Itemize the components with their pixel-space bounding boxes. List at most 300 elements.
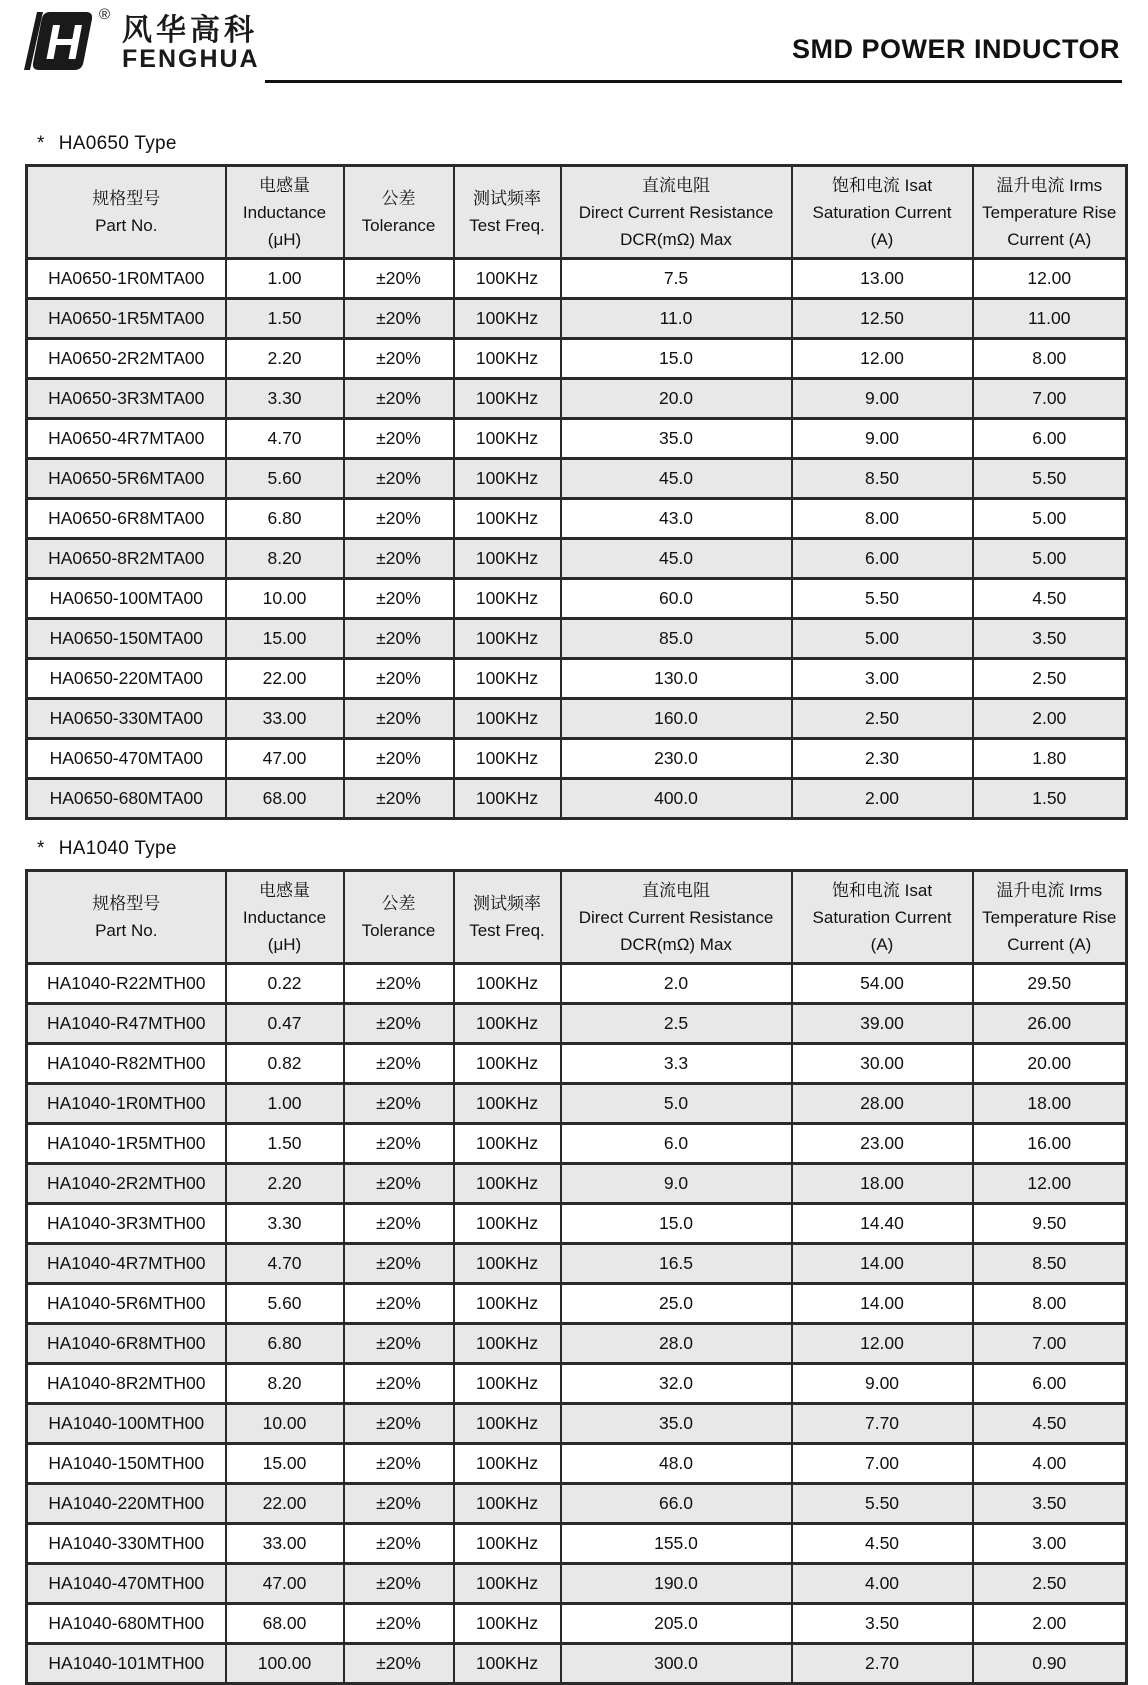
table-row <box>27 339 1127 379</box>
inductance-cell: 68.00 <box>226 779 344 819</box>
table-row <box>27 659 1127 699</box>
tolerance-cell: ±20% <box>344 379 454 419</box>
test-freq-cell: 100KHz <box>454 259 561 299</box>
table-row <box>27 619 1127 659</box>
inductance-cell: 0.82 <box>226 1044 344 1084</box>
column-header-line: 规格型号 <box>92 189 161 208</box>
tolerance-cell: ±20% <box>344 1484 454 1524</box>
temp-rise-current-cell: 16.00 <box>973 1124 1127 1164</box>
spec-table <box>25 164 1128 820</box>
part-no-cell: HA0650-2R2MTA00 <box>27 339 226 379</box>
column-header-line: (μH) <box>267 934 302 954</box>
dcr-max-cell: 66.0 <box>561 1484 792 1524</box>
part-no-cell: HA1040-150MTH00 <box>27 1444 226 1484</box>
dcr-max-cell: 32.0 <box>561 1364 792 1404</box>
temp-rise-current-cell: 11.00 <box>973 299 1127 339</box>
column-header-line: Test Freq. <box>469 216 545 235</box>
column-header-line: 电感量 <box>259 175 310 195</box>
dcr-max-cell: 155.0 <box>561 1524 792 1564</box>
saturation-current-cell: 7.70 <box>792 1404 973 1444</box>
dcr-max-cell: 3.3 <box>561 1044 792 1084</box>
tolerance-cell: ±20% <box>344 1004 454 1044</box>
dcr-max-cell: 25.0 <box>561 1284 792 1324</box>
dcr-max-cell: 28.0 <box>561 1324 792 1364</box>
saturation-current-cell: 2.50 <box>792 699 973 739</box>
table-row <box>27 499 1127 539</box>
tolerance-cell: ±20% <box>344 659 454 699</box>
dcr-max-cell: 43.0 <box>561 499 792 539</box>
dcr-max-cell: 35.0 <box>561 419 792 459</box>
inductance-cell: 2.20 <box>226 339 344 379</box>
test-freq-cell: 100KHz <box>454 739 561 779</box>
header-row <box>27 871 1127 964</box>
tolerance-cell: ±20% <box>344 1524 454 1564</box>
tolerance-cell: ±20% <box>344 739 454 779</box>
inductance-cell: 0.47 <box>226 1004 344 1044</box>
column-header-inductance <box>226 871 344 964</box>
inductance-cell: 68.00 <box>226 1604 344 1644</box>
column-header-tolerance <box>344 871 454 964</box>
section-title <box>37 133 1148 155</box>
dcr-max-cell: 7.5 <box>561 259 792 299</box>
logo-text <box>122 10 260 73</box>
tolerance-cell: ±20% <box>344 1124 454 1164</box>
saturation-current-cell: 12.00 <box>792 339 973 379</box>
saturation-current-cell: 14.00 <box>792 1244 973 1284</box>
column-header-line: Inductance <box>242 202 327 222</box>
part-no-cell: HA1040-101MTH00 <box>27 1644 226 1684</box>
part-no-cell: HA1040-1R5MTH00 <box>27 1124 226 1164</box>
table-row <box>27 579 1127 619</box>
dcr-max-cell: 45.0 <box>561 539 792 579</box>
spec-table <box>25 869 1128 1685</box>
column-header-line: Tolerance <box>361 216 436 235</box>
tolerance-cell: ±20% <box>344 1444 454 1484</box>
dcr-max-cell: 5.0 <box>561 1084 792 1124</box>
column-header-line: 公差 <box>381 189 416 208</box>
saturation-current-cell: 54.00 <box>792 964 973 1004</box>
test-freq-cell: 100KHz <box>454 1164 561 1204</box>
dcr-max-cell: 35.0 <box>561 1404 792 1444</box>
tolerance-cell: ±20% <box>344 499 454 539</box>
inductance-cell: 6.80 <box>226 499 344 539</box>
section-title-text: HA1040 Type <box>58 838 177 859</box>
saturation-current-cell: 2.30 <box>792 739 973 779</box>
test-freq-cell: 100KHz <box>454 699 561 739</box>
test-freq-cell: 100KHz <box>454 964 561 1004</box>
temp-rise-current-cell: 9.50 <box>973 1204 1127 1244</box>
test-freq-cell: 100KHz <box>454 379 561 419</box>
saturation-current-cell: 8.00 <box>792 499 973 539</box>
table-row <box>27 419 1127 459</box>
inductance-cell: 6.80 <box>226 1324 344 1364</box>
tolerance-cell: ±20% <box>344 1164 454 1204</box>
temp-rise-current-cell: 2.50 <box>973 1564 1127 1604</box>
table-row <box>27 964 1127 1004</box>
spec-section <box>0 838 1148 1685</box>
test-freq-cell: 100KHz <box>454 299 561 339</box>
table-row <box>27 1404 1127 1444</box>
temp-rise-current-cell: 1.80 <box>973 739 1127 779</box>
table-row <box>27 1124 1127 1164</box>
saturation-current-cell: 39.00 <box>792 1004 973 1044</box>
column-header-temp-rise-current <box>973 871 1127 964</box>
test-freq-cell: 100KHz <box>454 619 561 659</box>
column-header-line: Direct Current Resistance <box>578 202 774 222</box>
part-no-cell: HA1040-2R2MTH00 <box>27 1164 226 1204</box>
column-header-line: Part No. <box>95 921 158 940</box>
inductance-cell: 22.00 <box>226 659 344 699</box>
temp-rise-current-cell: 3.00 <box>973 1524 1127 1564</box>
dcr-max-cell: 2.5 <box>561 1004 792 1044</box>
test-freq-cell: 100KHz <box>454 499 561 539</box>
column-header-line: Tolerance <box>361 921 436 940</box>
table-row <box>27 1644 1127 1684</box>
column-header-line: 电感量 <box>259 880 310 900</box>
inductance-cell: 10.00 <box>226 579 344 619</box>
header-row <box>27 166 1127 259</box>
saturation-current-cell: 8.50 <box>792 459 973 499</box>
test-freq-cell: 100KHz <box>454 1404 561 1444</box>
header-divider <box>265 80 1122 83</box>
column-header-test-freq <box>454 166 561 259</box>
column-header-line: 饱和电流 Isat <box>831 880 933 900</box>
inductance-cell: 15.00 <box>226 619 344 659</box>
dcr-max-cell: 230.0 <box>561 739 792 779</box>
column-header-line: DCR(mΩ) Max <box>620 934 732 954</box>
test-freq-cell: 100KHz <box>454 1084 561 1124</box>
test-freq-cell: 100KHz <box>454 1644 561 1684</box>
saturation-current-cell: 12.50 <box>792 299 973 339</box>
table-row <box>27 1244 1127 1284</box>
test-freq-cell: 100KHz <box>454 1364 561 1404</box>
tolerance-cell: ±20% <box>344 779 454 819</box>
test-freq-cell: 100KHz <box>454 1564 561 1604</box>
column-header-line: 温升电流 Irms <box>996 175 1103 195</box>
saturation-current-cell: 5.50 <box>792 579 973 619</box>
table-row <box>27 1564 1127 1604</box>
tolerance-cell: ±20% <box>344 1044 454 1084</box>
test-freq-cell: 100KHz <box>454 539 561 579</box>
inductance-cell: 1.00 <box>226 259 344 299</box>
table-row <box>27 779 1127 819</box>
temp-rise-current-cell: 18.00 <box>973 1084 1127 1124</box>
part-no-cell: HA0650-8R2MTA00 <box>27 539 226 579</box>
table-row <box>27 379 1127 419</box>
part-no-cell: HA1040-470MTH00 <box>27 1564 226 1604</box>
inductance-cell: 47.00 <box>226 1564 344 1604</box>
tolerance-cell: ±20% <box>344 964 454 1004</box>
part-no-cell: HA1040-4R7MTH00 <box>27 1244 226 1284</box>
table-row <box>27 1044 1127 1084</box>
part-no-cell: HA0650-220MTA00 <box>27 659 226 699</box>
saturation-current-cell: 6.00 <box>792 539 973 579</box>
saturation-current-cell: 7.00 <box>792 1444 973 1484</box>
tolerance-cell: ±20% <box>344 1404 454 1444</box>
test-freq-cell: 100KHz <box>454 459 561 499</box>
part-no-cell: HA1040-R47MTH00 <box>27 1004 226 1044</box>
inductance-cell: 100.00 <box>226 1644 344 1684</box>
temp-rise-current-cell: 4.00 <box>973 1444 1127 1484</box>
temp-rise-current-cell: 12.00 <box>973 1164 1127 1204</box>
column-header-dcr-max <box>561 166 792 259</box>
part-no-cell: HA1040-100MTH00 <box>27 1404 226 1444</box>
tolerance-cell: ±20% <box>344 1204 454 1244</box>
dcr-max-cell: 6.0 <box>561 1124 792 1164</box>
saturation-current-cell: 5.00 <box>792 619 973 659</box>
inductance-cell: 5.60 <box>226 459 344 499</box>
temp-rise-current-cell: 20.00 <box>973 1044 1127 1084</box>
part-no-cell: HA1040-5R6MTH00 <box>27 1284 226 1324</box>
tolerance-cell: ±20% <box>344 1324 454 1364</box>
dcr-max-cell: 11.0 <box>561 299 792 339</box>
test-freq-cell: 100KHz <box>454 1284 561 1324</box>
table-row <box>27 1324 1127 1364</box>
saturation-current-cell: 23.00 <box>792 1124 973 1164</box>
tolerance-cell: ±20% <box>344 699 454 739</box>
tolerance-cell: ±20% <box>344 459 454 499</box>
temp-rise-current-cell: 0.90 <box>973 1644 1127 1684</box>
part-no-cell: HA0650-1R5MTA00 <box>27 299 226 339</box>
fenghua-logo <box>18 6 260 73</box>
saturation-current-cell: 9.00 <box>792 379 973 419</box>
column-header-line: Current (A) <box>1007 934 1092 954</box>
inductance-cell: 8.20 <box>226 539 344 579</box>
page-header <box>0 0 1148 86</box>
tolerance-cell: ±20% <box>344 1604 454 1644</box>
dcr-max-cell: 45.0 <box>561 459 792 499</box>
test-freq-cell: 100KHz <box>454 1124 561 1164</box>
temp-rise-current-cell: 3.50 <box>973 1484 1127 1524</box>
test-freq-cell: 100KHz <box>454 1004 561 1044</box>
column-header-test-freq <box>454 871 561 964</box>
logo-english-name: FENGHUA <box>122 45 260 73</box>
sections-root <box>0 133 1148 1685</box>
saturation-current-cell: 4.50 <box>792 1524 973 1564</box>
column-header-saturation-current <box>792 166 973 259</box>
column-header-line: 直流电阻 <box>642 175 710 195</box>
column-header-saturation-current <box>792 871 973 964</box>
column-header-line: 测试频率 <box>473 894 541 913</box>
document-title: SMD POWER INDUCTOR <box>791 34 1120 64</box>
temp-rise-current-cell: 2.50 <box>973 659 1127 699</box>
saturation-current-cell: 28.00 <box>792 1084 973 1124</box>
column-header-line: DCR(mΩ) Max <box>620 229 732 249</box>
saturation-current-cell: 2.00 <box>792 779 973 819</box>
dcr-max-cell: 15.0 <box>561 339 792 379</box>
column-header-line: (A) <box>870 934 894 954</box>
tolerance-cell: ±20% <box>344 1564 454 1604</box>
temp-rise-current-cell: 3.50 <box>973 619 1127 659</box>
temp-rise-current-cell: 6.00 <box>973 419 1127 459</box>
dcr-max-cell: 300.0 <box>561 1644 792 1684</box>
part-no-cell: HA0650-4R7MTA00 <box>27 419 226 459</box>
saturation-current-cell: 12.00 <box>792 1324 973 1364</box>
temp-rise-current-cell: 26.00 <box>973 1004 1127 1044</box>
spec-section <box>0 133 1148 820</box>
temp-rise-current-cell: 7.00 <box>973 1324 1127 1364</box>
temp-rise-current-cell: 4.50 <box>973 1404 1127 1444</box>
table-row <box>27 1004 1127 1044</box>
column-header-line: (μH) <box>267 229 302 249</box>
part-no-cell: HA0650-330MTA00 <box>27 699 226 739</box>
part-no-cell: HA1040-3R3MTH00 <box>27 1204 226 1244</box>
saturation-current-cell: 9.00 <box>792 1364 973 1404</box>
column-header-part-no <box>27 166 226 259</box>
column-header-line: Part No. <box>95 216 158 235</box>
inductance-cell: 22.00 <box>226 1484 344 1524</box>
dcr-max-cell: 20.0 <box>561 379 792 419</box>
fenghua-logo-icon <box>18 6 110 72</box>
inductance-cell: 4.70 <box>226 1244 344 1284</box>
column-header-line: 温升电流 Irms <box>996 880 1103 900</box>
dcr-max-cell: 190.0 <box>561 1564 792 1604</box>
saturation-current-cell: 18.00 <box>792 1164 973 1204</box>
part-no-cell: HA1040-8R2MTH00 <box>27 1364 226 1404</box>
part-no-cell: HA1040-R82MTH00 <box>27 1044 226 1084</box>
tolerance-cell: ±20% <box>344 259 454 299</box>
table-row <box>27 1444 1127 1484</box>
temp-rise-current-cell: 5.00 <box>973 539 1127 579</box>
dcr-max-cell: 400.0 <box>561 779 792 819</box>
table-row <box>27 539 1127 579</box>
part-no-cell: HA0650-470MTA00 <box>27 739 226 779</box>
table-row <box>27 1524 1127 1564</box>
test-freq-cell: 100KHz <box>454 1604 561 1644</box>
part-no-cell: HA0650-1R0MTA00 <box>27 259 226 299</box>
inductance-cell: 3.30 <box>226 1204 344 1244</box>
part-no-cell: HA1040-R22MTH00 <box>27 964 226 1004</box>
column-header-line: Test Freq. <box>469 921 545 940</box>
column-header-temp-rise-current <box>973 166 1127 259</box>
temp-rise-current-cell: 4.50 <box>973 579 1127 619</box>
part-no-cell: HA0650-6R8MTA00 <box>27 499 226 539</box>
inductance-cell: 1.50 <box>226 299 344 339</box>
part-no-cell: HA0650-3R3MTA00 <box>27 379 226 419</box>
temp-rise-current-cell: 8.50 <box>973 1244 1127 1284</box>
part-no-cell: HA1040-330MTH00 <box>27 1524 226 1564</box>
tolerance-cell: ±20% <box>344 1244 454 1284</box>
test-freq-cell: 100KHz <box>454 1524 561 1564</box>
test-freq-cell: 100KHz <box>454 1044 561 1084</box>
inductance-cell: 1.00 <box>226 1084 344 1124</box>
table-row <box>27 259 1127 299</box>
dcr-max-cell: 9.0 <box>561 1164 792 1204</box>
temp-rise-current-cell: 12.00 <box>973 259 1127 299</box>
column-header-line: 公差 <box>381 894 416 913</box>
inductance-cell: 47.00 <box>226 739 344 779</box>
section-bullet: * <box>37 838 45 859</box>
part-no-cell: HA0650-5R6MTA00 <box>27 459 226 499</box>
test-freq-cell: 100KHz <box>454 1444 561 1484</box>
column-header-line: Saturation Current <box>812 907 952 927</box>
saturation-current-cell: 5.50 <box>792 1484 973 1524</box>
saturation-current-cell: 3.50 <box>792 1604 973 1644</box>
saturation-current-cell: 3.00 <box>792 659 973 699</box>
column-header-line: Saturation Current <box>812 202 952 222</box>
saturation-current-cell: 14.40 <box>792 1204 973 1244</box>
saturation-current-cell: 4.00 <box>792 1564 973 1604</box>
dcr-max-cell: 160.0 <box>561 699 792 739</box>
saturation-current-cell: 14.00 <box>792 1284 973 1324</box>
dcr-max-cell: 15.0 <box>561 1204 792 1244</box>
saturation-current-cell: 9.00 <box>792 419 973 459</box>
column-header-line: Temperature Rise <box>982 202 1117 222</box>
temp-rise-current-cell: 29.50 <box>973 964 1127 1004</box>
part-no-cell: HA1040-680MTH00 <box>27 1604 226 1644</box>
dcr-max-cell: 60.0 <box>561 579 792 619</box>
column-header-part-no <box>27 871 226 964</box>
column-header-line: 测试频率 <box>473 189 541 208</box>
table-row <box>27 1604 1127 1644</box>
test-freq-cell: 100KHz <box>454 579 561 619</box>
column-header-line: (A) <box>870 229 894 249</box>
section-bullet: * <box>37 133 45 154</box>
inductance-cell: 15.00 <box>226 1444 344 1484</box>
temp-rise-current-cell: 8.00 <box>973 1284 1127 1324</box>
column-header-line: Direct Current Resistance <box>578 907 774 927</box>
tolerance-cell: ±20% <box>344 539 454 579</box>
part-no-cell: HA0650-680MTA00 <box>27 779 226 819</box>
logo-chinese-name: 风华高科 <box>122 14 258 47</box>
test-freq-cell: 100KHz <box>454 779 561 819</box>
tolerance-cell: ±20% <box>344 619 454 659</box>
section-title <box>37 838 1148 860</box>
tolerance-cell: ±20% <box>344 1364 454 1404</box>
temp-rise-current-cell: 8.00 <box>973 339 1127 379</box>
table-row <box>27 1204 1127 1244</box>
temp-rise-current-cell: 5.00 <box>973 499 1127 539</box>
column-header-inductance <box>226 166 344 259</box>
part-no-cell: HA1040-220MTH00 <box>27 1484 226 1524</box>
column-header-line: 规格型号 <box>92 894 161 913</box>
test-freq-cell: 100KHz <box>454 1324 561 1364</box>
temp-rise-current-cell: 7.00 <box>973 379 1127 419</box>
tolerance-cell: ±20% <box>344 299 454 339</box>
tolerance-cell: ±20% <box>344 1284 454 1324</box>
test-freq-cell: 100KHz <box>454 659 561 699</box>
inductance-cell: 2.20 <box>226 1164 344 1204</box>
saturation-current-cell: 2.70 <box>792 1644 973 1684</box>
test-freq-cell: 100KHz <box>454 1244 561 1284</box>
inductance-cell: 1.50 <box>226 1124 344 1164</box>
tolerance-cell: ±20% <box>344 339 454 379</box>
inductance-cell: 33.00 <box>226 1524 344 1564</box>
inductance-cell: 5.60 <box>226 1284 344 1324</box>
inductance-cell: 10.00 <box>226 1404 344 1444</box>
column-header-tolerance <box>344 166 454 259</box>
temp-rise-current-cell: 1.50 <box>973 779 1127 819</box>
inductance-cell: 4.70 <box>226 419 344 459</box>
table-row <box>27 699 1127 739</box>
table-row <box>27 299 1127 339</box>
part-no-cell: HA1040-1R0MTH00 <box>27 1084 226 1124</box>
column-header-line: Temperature Rise <box>982 907 1117 927</box>
table-row <box>27 1284 1127 1324</box>
dcr-max-cell: 205.0 <box>561 1604 792 1644</box>
inductance-cell: 0.22 <box>226 964 344 1004</box>
dcr-max-cell: 85.0 <box>561 619 792 659</box>
column-header-line: Inductance <box>242 907 327 927</box>
inductance-cell: 8.20 <box>226 1364 344 1404</box>
column-header-line: Current (A) <box>1007 229 1092 249</box>
column-header-dcr-max <box>561 871 792 964</box>
part-no-cell: HA0650-100MTA00 <box>27 579 226 619</box>
table-row <box>27 1364 1127 1404</box>
test-freq-cell: 100KHz <box>454 419 561 459</box>
section-title-text: HA0650 Type <box>58 133 177 154</box>
tolerance-cell: ±20% <box>344 579 454 619</box>
